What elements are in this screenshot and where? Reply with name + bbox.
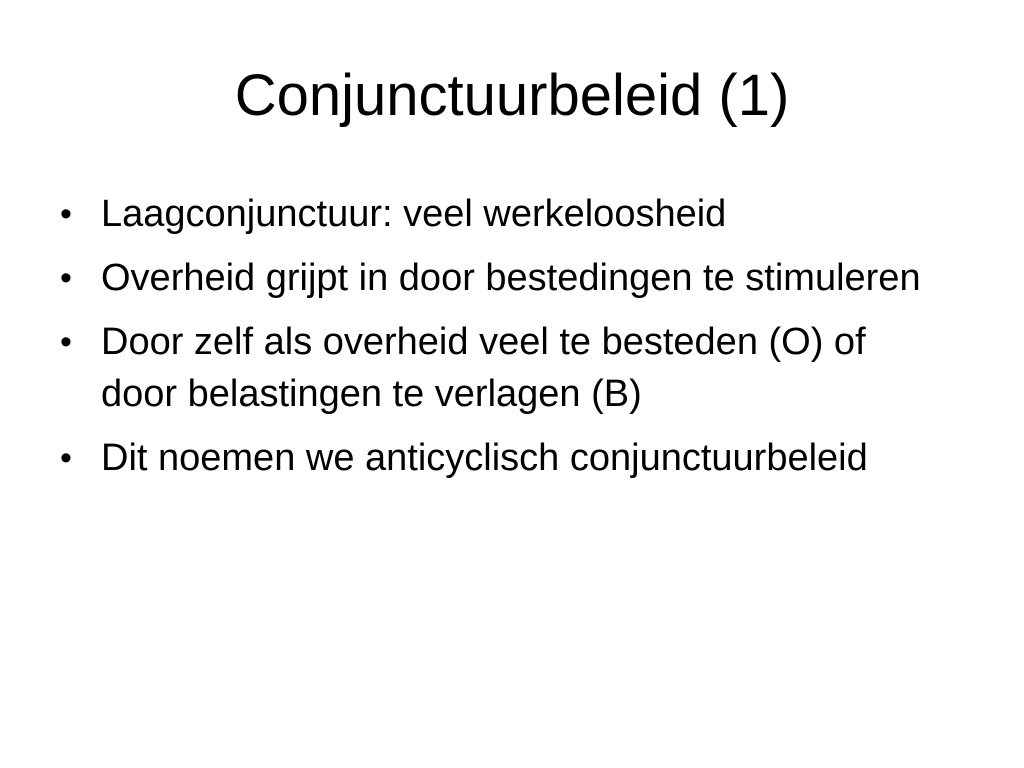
bullet-icon: • — [60, 439, 72, 477]
bullet-text: Laagconjunctuur: veel werkeloosheid — [101, 193, 727, 235]
slide-title: Conjunctuurbeleid (1) — [234, 63, 790, 128]
bullet-icon: • — [60, 323, 72, 361]
list-item — [58, 252, 938, 304]
list-item — [58, 432, 938, 484]
bullet-icon: • — [60, 259, 72, 297]
bullet-list — [58, 188, 938, 496]
bullet-icon: • — [60, 195, 72, 233]
bullet-text: Overheid grijpt in door bestedingen te stimuleren — [101, 257, 921, 299]
list-item — [58, 316, 938, 420]
list-item — [58, 188, 938, 240]
bullet-text: Door zelf als overheid veel te besteden (O) of door belastingen te verlagen (B) — [101, 321, 866, 415]
bullet-text: Dit noemen we anticyclisch conjunctuurbeleid — [101, 437, 868, 479]
